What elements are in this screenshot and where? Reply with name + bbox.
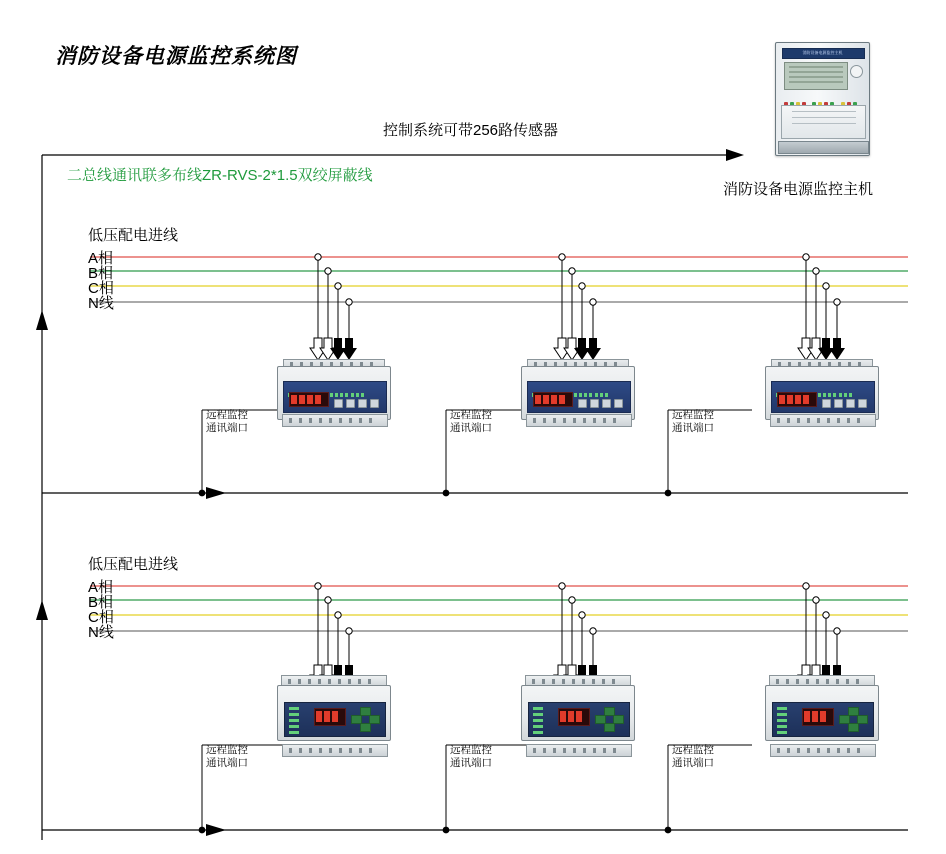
- bus-capacity-label: 控制系统可带256路传感器: [383, 122, 559, 139]
- meter-l3-body: [765, 685, 879, 741]
- page-title: 消防设备电源监控系统图: [55, 44, 297, 68]
- port-label-l3: [672, 744, 714, 770]
- bus-up-arrow-upper: [36, 310, 48, 330]
- port-label-u1: [206, 409, 248, 435]
- meter-l3-bottom-terminal: [770, 744, 876, 757]
- comm-node-l2: [443, 827, 450, 834]
- meter-l2-display: [558, 708, 590, 726]
- port-label-l2-line2: 通讯端口: [450, 757, 492, 769]
- comm-arrow-lower: [206, 824, 226, 836]
- meter-u3-buttons[interactable]: [822, 395, 870, 405]
- meter-u2-display: [533, 392, 573, 407]
- meter-l3-faceplate: [772, 702, 874, 737]
- comm-node-l1: [199, 827, 206, 834]
- meter-u1-bottom-terminal: [282, 414, 388, 427]
- bus-up-arrow-lower: [36, 600, 48, 620]
- ct-drops-lower-2: [554, 583, 601, 687]
- phase-n-label-upper: N线: [88, 295, 114, 312]
- port-label-l1-line1: 远程监控: [206, 744, 248, 756]
- meter-u3-display: [777, 392, 817, 407]
- port-label-u3-line1: 远程监控: [672, 409, 714, 421]
- meter-u2-faceplate: [527, 381, 631, 413]
- port-label-u2-line2: 通讯端口: [450, 422, 492, 434]
- port-label-l3-line1: 远程监控: [672, 744, 714, 756]
- meter-l2-bottom-terminal: [526, 744, 632, 757]
- meter-l1-led-column: [289, 707, 311, 732]
- host-caption: 消防设备电源监控主机: [723, 181, 874, 198]
- port-label-u3: [672, 409, 714, 435]
- meter-u2-bottom-terminal: [526, 414, 632, 427]
- meter-u2[interactable]: [521, 358, 633, 426]
- meter-l2-keypad[interactable]: [595, 707, 623, 731]
- ct-drops-lower-1: [310, 583, 357, 687]
- port-label-u1-line1: 远程监控: [206, 409, 248, 421]
- meter-u2-body: [521, 366, 635, 420]
- meter-u1[interactable]: [277, 358, 389, 426]
- port-label-l2-line1: 远程监控: [450, 744, 492, 756]
- meter-l3-display: [802, 708, 834, 726]
- meter-u1-led-strip: [288, 384, 382, 389]
- meter-u1-faceplate: [283, 381, 387, 413]
- meter-u3-body: [765, 366, 879, 420]
- ct-drops-upper-3: [798, 254, 845, 360]
- feeder-label-upper: 低压配电进线: [88, 227, 179, 244]
- phase-c-label-lower: C相: [88, 609, 114, 626]
- phase-n-label-lower: N线: [88, 624, 114, 641]
- phase-a-label-lower: A相: [88, 579, 114, 596]
- meter-u1-display: [289, 392, 329, 407]
- meter-u2-buttons[interactable]: [578, 395, 626, 405]
- phase-c-label-upper: C相: [88, 280, 114, 297]
- port-label-u2: [450, 409, 492, 435]
- feeder-label-lower: 低压配电进线: [88, 556, 179, 573]
- meter-u1-buttons[interactable]: [334, 395, 382, 405]
- meter-l1-faceplate: [284, 702, 386, 737]
- ct-drops-upper-2: [554, 254, 601, 360]
- meter-l1-bottom-terminal: [282, 744, 388, 757]
- meter-l1-keypad[interactable]: [351, 707, 379, 731]
- port-label-l3-line2: 通讯端口: [672, 757, 714, 769]
- port-label-u1-line2: 通讯端口: [206, 422, 248, 434]
- comm-node-u3: [665, 490, 672, 497]
- port-label-u3-line2: 通讯端口: [672, 422, 714, 434]
- meter-l1-display: [314, 708, 346, 726]
- host-header-text: 消防设备电源监控主机: [802, 50, 843, 55]
- phase-b-label-upper: B相: [88, 265, 114, 282]
- port-label-u2-line1: 远程监控: [450, 409, 492, 421]
- bus-line-label: 二总线通讯联多布线ZR-RVS-2*1.5双绞屏蔽线: [67, 167, 373, 184]
- phase-a-label-upper: A相: [88, 250, 114, 267]
- meter-l3-led-column: [777, 707, 799, 732]
- comm-node-u2: [443, 490, 450, 497]
- meter-u3-led-strip: [776, 384, 870, 389]
- meter-l1[interactable]: [277, 675, 389, 747]
- port-label-l2: [450, 744, 492, 770]
- ct-drops-upper-1: [310, 254, 357, 360]
- port-label-l1: [206, 744, 248, 770]
- comm-arrow-upper: [206, 487, 226, 499]
- bus-arrow-head: [726, 149, 744, 161]
- meter-u1-body: [277, 366, 391, 420]
- meter-l2-led-column: [533, 707, 555, 732]
- meter-u3[interactable]: [765, 358, 877, 426]
- port-label-l1-line2: 通讯端口: [206, 757, 248, 769]
- comm-node-u1: [199, 490, 206, 497]
- meter-l2[interactable]: [521, 675, 633, 747]
- meter-l2-faceplate: [528, 702, 630, 737]
- ct-drops-lower-3: [798, 583, 845, 687]
- meter-l1-body: [277, 685, 391, 741]
- meter-u3-bottom-terminal: [770, 414, 876, 427]
- meter-l3[interactable]: [765, 675, 877, 747]
- phase-b-label-lower: B相: [88, 594, 114, 611]
- comm-node-l3: [665, 827, 672, 834]
- meter-l3-keypad[interactable]: [839, 707, 867, 731]
- meter-l2-body: [521, 685, 635, 741]
- meter-u2-led-strip: [532, 384, 626, 389]
- meter-u3-faceplate: [771, 381, 875, 413]
